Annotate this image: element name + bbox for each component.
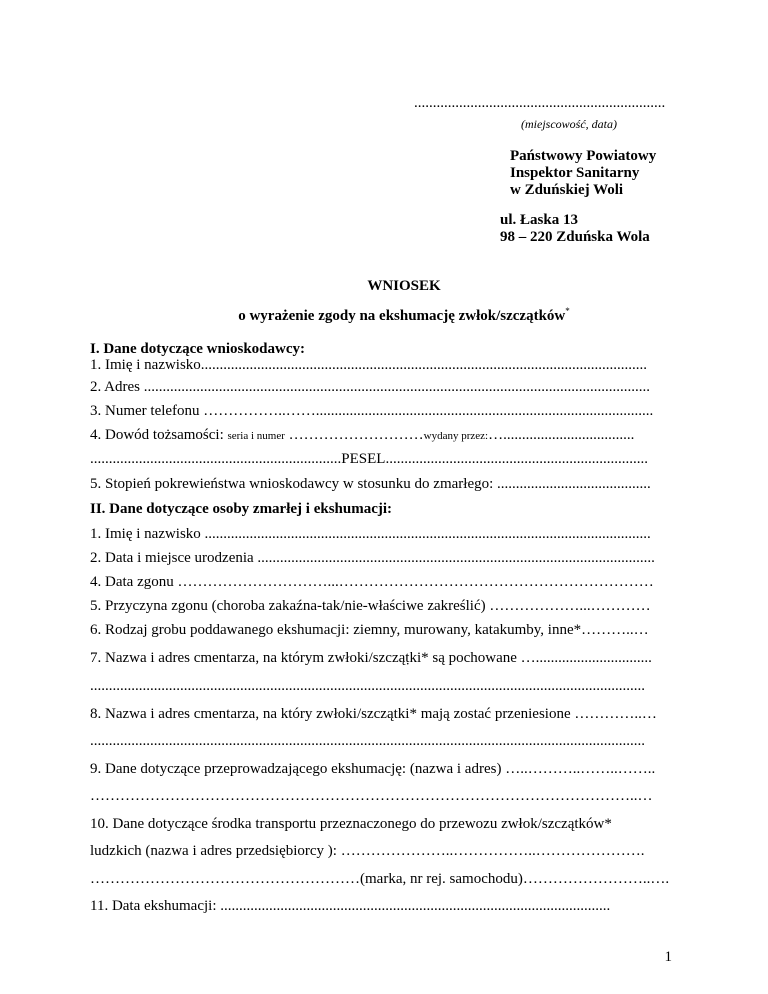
- vehicle-dots-right: ……………………..….: [522, 871, 670, 887]
- place-date-label-text: miejscowość, data: [525, 117, 613, 131]
- vehicle-dots-left: ………………………………………………: [90, 871, 360, 887]
- deceased-name-line: 1. Imię i nazwisko .......................................................................................................................: [90, 526, 651, 542]
- section-2-heading: II. Dane dotyczące osoby zmarłej i ekshumacji:: [90, 501, 393, 517]
- address-line-1: ul. Łaska 13: [500, 212, 578, 228]
- exhumation-executor-line: 9. Dane dotyczące przeprowadzającego ekshumację: (nazwa i adres) …..………..……..……..: [90, 761, 656, 777]
- vehicle-label: (marka, nr rej. samochodu): [360, 871, 523, 887]
- current-cemetery-line: 7. Nazwa i adres cmentarza, na którym zwłoki/szcząṭki* są pochowane …...............................: [90, 650, 652, 666]
- document-title: WNIOSEK: [367, 278, 441, 294]
- transport-company-line: ludzkich (nazwa i adres przedsiębiorcy ): …………………..……………..………………….: [90, 843, 645, 859]
- recipient-line-2: Inspektor Sanitarny: [510, 165, 640, 181]
- exhumation-executor-dots: ………………………………………………………………………………………………..…: [90, 788, 653, 804]
- footnote-mark: *: [565, 306, 570, 316]
- transport-vehicle-line: [90, 871, 673, 888]
- id-series-dots: ………………………: [284, 427, 424, 443]
- id-issuer-label: wydany przez:: [423, 430, 489, 442]
- recipient-address: [500, 212, 650, 246]
- id-series-label: seria i numer: [227, 430, 285, 442]
- birth-date-place-line: 2. Data i miejsce urodzenia ..........................................................................................................: [90, 550, 655, 566]
- target-cemetery-dots: ....................................................................................................................................................: [90, 733, 645, 749]
- section-1-heading: I. Dane dotyczące wnioskodawcy:: [90, 341, 305, 357]
- transport-line: 10. Dane dotyczące środka transportu przeznaczonego do przewozu zwłok/szczątków*: [90, 816, 612, 832]
- grave-type-line: 6. Rodzaj grobu poddawanego ekshumacji: ziemny, murowany, katakumby, inne*………..…: [90, 622, 649, 638]
- subtitle-text: o wyrażenie zgody na ekshumację zwłok/szczątków: [238, 308, 566, 324]
- id-label: 4. Dowód tożsamości:: [90, 427, 228, 443]
- place-date-dotted-line: ...................................................................: [414, 95, 666, 111]
- applicant-address-line: 2. Adres .......................................................................................................................................: [90, 379, 650, 395]
- recipient-block: [510, 148, 656, 199]
- death-date-line: 4. Data zgonu …………………………...………………………………………………………: [90, 574, 654, 590]
- recipient-line-1: Państwowy Powiatowy: [510, 148, 657, 164]
- current-cemetery-dots: ....................................................................................................................................................: [90, 678, 645, 694]
- id-issuer-dots: …...................................: [488, 427, 635, 443]
- applicant-phone-line: 3. Numer telefonu ……………..……..........................................................................................: [90, 403, 654, 419]
- applicant-id-line: [90, 427, 673, 444]
- pesel-dots-right: ......................................................................: [385, 451, 648, 467]
- recipient-line-3: w Zduńskiej Woli: [510, 182, 624, 198]
- pesel-dots-left: ...................................................................: [90, 451, 342, 467]
- pesel-label: PESEL: [341, 451, 386, 467]
- address-line-2: 98 – 220 Zduńska Wola: [500, 229, 650, 245]
- place-date-label: (miejscowość, data): [521, 117, 617, 131]
- applicant-pesel-line: [90, 451, 673, 468]
- applicant-name-line: 1. Imię i nazwisko.......................................................................................................................: [90, 357, 648, 373]
- target-cemetery-line: 8. Nazwa i adres cmentarza, na który zwłoki/szczątki* mają zostać przeniesione …………..…: [90, 706, 657, 722]
- death-cause-line: 5. Przyczyna zgonu (choroba zakaźna-tak/nie-właściwe zakreślić) ………………...…………: [90, 598, 651, 614]
- exhumation-date-line: 11. Data ekshumacji: ........................................................................................................: [90, 898, 611, 914]
- document-subtitle: [0, 306, 768, 325]
- page-number: 1: [664, 949, 672, 965]
- applicant-kinship-line: 5. Stopień pokrewieństwa wnioskodawcy w stosunku do zmarłego: .........................................: [90, 476, 651, 492]
